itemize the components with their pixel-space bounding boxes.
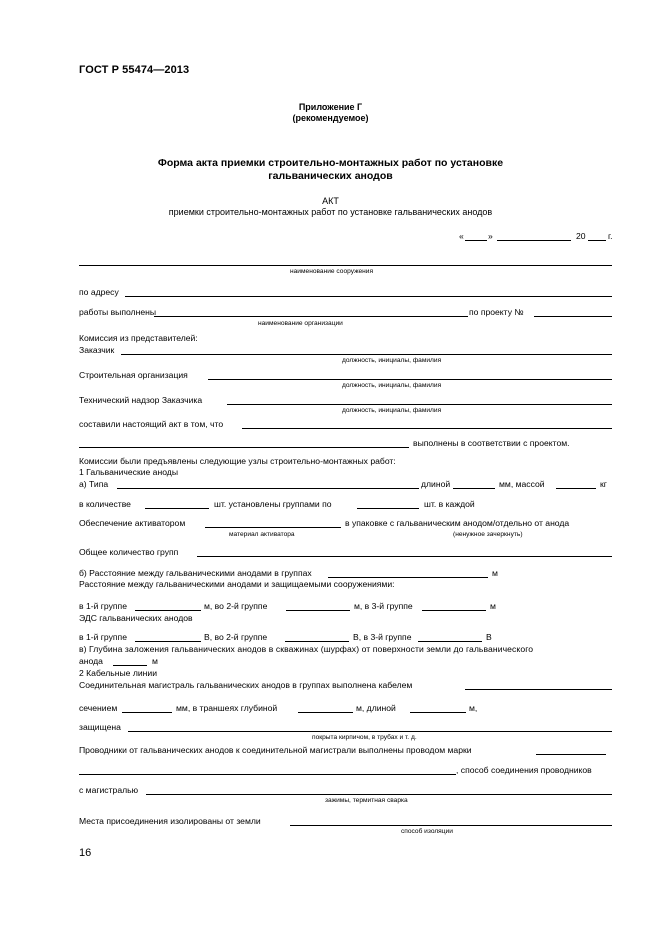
groups-of-label: шт. установлены группами по bbox=[214, 499, 332, 509]
drew-up-line[interactable] bbox=[242, 428, 612, 429]
connection-method-line[interactable] bbox=[146, 794, 612, 795]
dist-group1-label: в 1-й группе bbox=[79, 601, 127, 611]
act-subtitle: приемки строительно-монтажных работ по установке гальванических анодов bbox=[168, 207, 493, 217]
insulation-line[interactable] bbox=[290, 825, 612, 826]
depth-label-line1: в) Глубина заложения гальванических анодов в скважинах (шурфах) от поверхности земли до гальванического bbox=[79, 644, 534, 654]
depth-label-line2: анода bbox=[79, 656, 103, 666]
emf-label: ЭДС гальванических анодов bbox=[79, 613, 193, 623]
project-number-line[interactable] bbox=[534, 316, 612, 317]
tech-supervision-line[interactable] bbox=[227, 404, 612, 405]
depth-line[interactable] bbox=[113, 665, 147, 666]
section-cable-lines: 2 Кабельные линии bbox=[79, 668, 158, 678]
tech-supervision-label: Технический надзор Заказчика bbox=[79, 395, 203, 405]
annex-title: Приложение Г bbox=[298, 102, 363, 112]
protected-label: защищена bbox=[79, 722, 121, 732]
works-description-line[interactable] bbox=[79, 447, 409, 448]
done-per-project-label: выполнены в соответствии с проектом. bbox=[413, 438, 570, 448]
date-open-quote: « bbox=[459, 231, 464, 241]
anode-length-line[interactable] bbox=[453, 488, 495, 489]
main-line-cable-line[interactable] bbox=[465, 689, 612, 690]
builder-label: Строительная организация bbox=[79, 370, 188, 380]
with-main-label: с магистралью bbox=[79, 785, 139, 795]
cable-length-label: м, длиной bbox=[356, 703, 396, 713]
drew-up-label: составили настоящий акт в том, что bbox=[79, 419, 224, 429]
act-word: АКТ bbox=[322, 196, 339, 206]
caption-activator: материал активатора bbox=[229, 531, 295, 538]
dist-group3-unit: м bbox=[490, 601, 496, 611]
insulated-label: Места присоединения изолированы от земли bbox=[79, 816, 261, 826]
form-title-line2: гальванических анодов bbox=[268, 170, 393, 182]
kg-unit: кг bbox=[600, 479, 607, 489]
depth-unit: м bbox=[152, 656, 158, 666]
dist-group3-line[interactable] bbox=[422, 610, 486, 611]
emf-group3-unit: В bbox=[486, 632, 492, 642]
activator-line[interactable] bbox=[205, 527, 341, 528]
pcs-each-label: шт. в каждой bbox=[424, 499, 475, 509]
date-year-suffix: г. bbox=[608, 231, 613, 241]
builder-line[interactable] bbox=[208, 379, 612, 380]
anode-length-label: длиной bbox=[421, 479, 451, 489]
date-year-prefix: 20 bbox=[576, 231, 586, 241]
caption-clamps: зажимы, термитная сварка bbox=[325, 797, 408, 804]
anode-mass-label: мм, массой bbox=[499, 479, 545, 489]
annex-heading bbox=[0, 102, 661, 124]
emf-group2-line[interactable] bbox=[285, 641, 349, 642]
trench-depth-label: мм, в траншеях глубиной bbox=[176, 703, 278, 713]
total-groups-line[interactable] bbox=[197, 556, 612, 557]
section-label: сечением bbox=[79, 703, 118, 713]
section-line[interactable] bbox=[122, 712, 172, 713]
emf-group1-label: в 1-й группе bbox=[79, 632, 127, 642]
conductors-label: Проводники от гальванических анодов к соединительной магистрали выполнены проводом марки bbox=[79, 745, 472, 755]
caption-covering: покрыта кирпичом, в трубах и т. д. bbox=[312, 734, 417, 741]
customer-line[interactable] bbox=[121, 354, 612, 355]
dist-group3-label: м, в 3-й группе bbox=[354, 601, 413, 611]
section-galvanic-anodes: 1 Гальванические аноды bbox=[79, 467, 178, 477]
caption-strike: (ненужное зачеркнуть) bbox=[453, 531, 523, 538]
annex-subtitle: (рекомендуемое) bbox=[292, 113, 369, 123]
works-org-line[interactable] bbox=[154, 316, 468, 317]
quantity-line[interactable] bbox=[145, 508, 209, 509]
page-number: 16 bbox=[79, 847, 92, 859]
emf-group2-label: В, во 2-й группе bbox=[204, 632, 268, 642]
package-label: в упаковке с гальваническим анодом/отдельно от анода bbox=[345, 518, 570, 528]
date-day-line[interactable] bbox=[465, 240, 487, 241]
standard-code: ГОСТ Р 55474—2013 bbox=[79, 64, 190, 76]
caption-org: наименование организации bbox=[258, 320, 343, 327]
dist-group2-label: м, во 2-й группе bbox=[204, 601, 268, 611]
caption-insulation: способ изоляции bbox=[401, 828, 453, 835]
works-done-label: работы выполнены bbox=[79, 307, 157, 317]
distance-in-groups-unit: м bbox=[492, 568, 498, 578]
form-title bbox=[0, 157, 661, 183]
date-year-line[interactable] bbox=[588, 240, 606, 241]
distance-protected-label: Расстояние между гальваническими анодами и защищаемыми сооружениями: bbox=[79, 579, 395, 589]
facility-line[interactable] bbox=[79, 265, 612, 266]
trench-depth-line[interactable] bbox=[298, 712, 353, 713]
commission-label: Комиссия из представителей: bbox=[79, 333, 198, 343]
cable-length-unit: м, bbox=[469, 703, 478, 713]
address-label: по адресу bbox=[79, 287, 119, 297]
caption-builder-position: должность, инициалы, фамилия bbox=[342, 382, 442, 389]
form-title-line1: Форма акта приемки строительно-монтажных работ по установке bbox=[157, 157, 504, 169]
emf-group1-line[interactable] bbox=[135, 641, 201, 642]
connection-method-label: , способ соединения проводников bbox=[456, 765, 592, 775]
cable-length-line[interactable] bbox=[410, 712, 466, 713]
quantity-label: в количестве bbox=[79, 499, 131, 509]
emf-group3-line[interactable] bbox=[418, 641, 482, 642]
per-group-line[interactable] bbox=[357, 508, 419, 509]
main-line-label: Соединительная магистраль гальванических анодов в группах выполнена кабелем bbox=[79, 680, 413, 690]
address-line[interactable] bbox=[125, 296, 612, 297]
activator-label: Обеспечение активатором bbox=[79, 518, 186, 528]
protected-line[interactable] bbox=[128, 731, 612, 732]
distance-in-groups-label: б) Расстояние между гальваническими анодами в группах bbox=[79, 568, 312, 578]
distance-in-groups-line[interactable] bbox=[328, 577, 488, 578]
conductors-brand-line[interactable] bbox=[536, 754, 606, 755]
presented-label: Комиссии были предъявлены следующие узлы строительно-монтажных работ: bbox=[79, 456, 396, 466]
anode-type-label: а) Типа bbox=[79, 479, 109, 489]
caption-facility: наименование сооружения bbox=[290, 268, 374, 275]
act-heading bbox=[0, 196, 661, 218]
caption-supervision-position: должность, инициалы, фамилия bbox=[342, 407, 442, 414]
anode-mass-line[interactable] bbox=[556, 488, 596, 489]
emf-group3-label: В, в 3-й группе bbox=[353, 632, 412, 642]
dist-group2-line[interactable] bbox=[286, 610, 350, 611]
caption-customer-position: должность, инициалы, фамилия bbox=[342, 357, 442, 364]
date-close-quote: » bbox=[488, 231, 493, 241]
total-groups-label: Общее количество групп bbox=[79, 547, 179, 557]
dist-group1-line[interactable] bbox=[135, 610, 201, 611]
project-number-label: по проекту № bbox=[469, 307, 524, 317]
date-month-line[interactable] bbox=[497, 240, 571, 241]
conductors-brand-line-2[interactable] bbox=[79, 774, 456, 775]
anode-type-line[interactable] bbox=[117, 488, 419, 489]
customer-label: Заказчик bbox=[79, 345, 115, 355]
